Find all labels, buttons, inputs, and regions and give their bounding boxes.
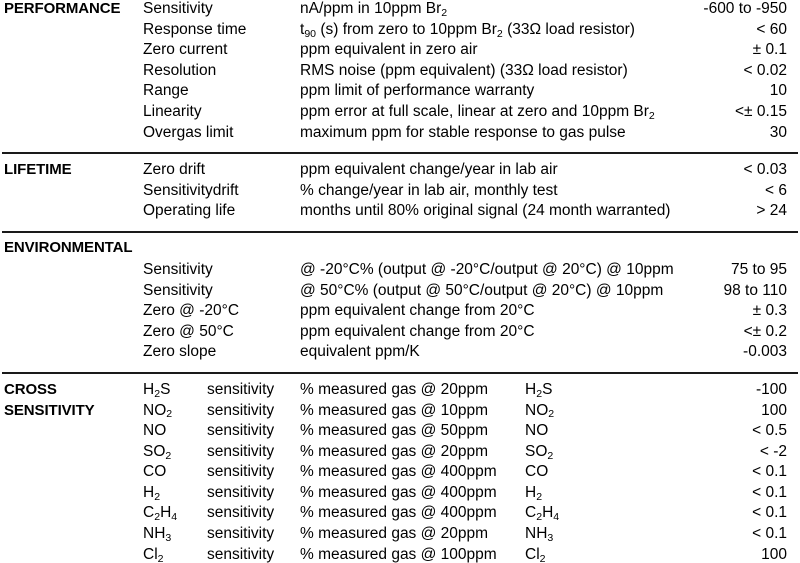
cross-gas-formula: $C_2H_4$	[143, 504, 178, 524]
cross-test-condition: % measured gas @ 20ppm	[300, 442, 489, 460]
spec-parameter: Sensitivitydrift	[143, 181, 239, 199]
cross-sensitivity-label: sensitivity	[207, 504, 275, 522]
spec-row	[0, 302, 800, 323]
cross-gas-formula: $SO_2$	[143, 442, 172, 462]
spec-parameter: Sensitivity	[143, 0, 213, 17]
cross-value: < 0.1	[752, 504, 787, 522]
cross-sensitivity-row	[0, 546, 800, 563]
cross-sensitivity-label: sensitivity	[207, 380, 275, 398]
cross-value: < 0.1	[752, 463, 787, 481]
cross-sensitivity-row	[0, 422, 800, 443]
cross-sensitivity-label: sensitivity	[207, 463, 275, 481]
spec-value: -600 to -950	[703, 0, 787, 17]
spec-description: % change/year in lab air, monthly test	[300, 181, 558, 199]
cross-sensitivity-row	[0, 525, 800, 546]
cross-sensitivity-row	[0, 443, 800, 464]
section-title-cross-line1: CROSS	[4, 380, 57, 398]
spec-row	[0, 21, 800, 42]
spec-row	[0, 161, 800, 182]
cross-gas-formula-secondary: $NO_2$	[525, 401, 555, 421]
spec-description: ppm error at full scale, linear at zero and 10ppm $Br_2$	[300, 102, 655, 122]
spec-description: ppm equivalent change/year in lab air	[300, 161, 558, 179]
spec-description: $t_{90}$ (s) from zero to 10ppm $Br_2$ (33Ω load resistor)	[300, 20, 635, 40]
spec-parameter: Range	[143, 82, 189, 100]
cross-sensitivity-label: sensitivity	[207, 545, 275, 563]
spec-row	[0, 41, 800, 62]
cross-test-condition: % measured gas @ 400ppm	[300, 504, 497, 522]
section-lifetime	[0, 154, 800, 231]
spec-row	[0, 103, 800, 124]
cross-value: 100	[761, 401, 787, 419]
cross-test-condition: % measured gas @ 100ppm	[300, 545, 497, 563]
spec-description: months until 80% original signal (24 month warranted)	[300, 202, 671, 220]
cross-gas-formula: CO	[143, 463, 167, 481]
spec-value: 75 to 95	[730, 260, 787, 278]
cross-sensitivity-label: sensitivity	[207, 401, 275, 419]
spec-parameter: Zero current	[143, 41, 228, 59]
spec-value: < 0.03	[743, 161, 787, 179]
spec-description: ppm equivalent change from 20°C	[300, 322, 535, 340]
spec-parameter: Zero slope	[143, 343, 217, 361]
spec-description: RMS noise (ppm equivalent) (33Ω load resistor)	[300, 61, 628, 79]
cross-test-condition: % measured gas @ 400ppm	[300, 463, 497, 481]
cross-sensitivity-row	[0, 484, 800, 505]
section-title-performance: PERFORMANCE	[4, 0, 121, 17]
section-title-environmental: ENVIRONMENTAL	[4, 238, 133, 256]
spec-row	[0, 343, 800, 364]
section-title-lifetime: LIFETIME	[4, 161, 72, 179]
cross-value: 100	[761, 545, 787, 563]
spec-value: < 0.02	[743, 61, 787, 79]
spec-value: < 6	[765, 181, 787, 199]
spec-row	[0, 202, 800, 223]
spec-value: 10	[769, 82, 787, 100]
spec-value: 30	[769, 123, 787, 141]
section-cross-sensitivity	[0, 374, 800, 563]
cross-sensitivity-rows	[0, 381, 800, 563]
spec-parameter: Sensitivity	[143, 260, 213, 278]
cross-sensitivity-label: sensitivity	[207, 483, 275, 501]
cross-test-condition: % measured gas @ 400ppm	[300, 483, 497, 501]
spec-parameter: Sensitivity	[143, 281, 213, 299]
spec-row	[0, 0, 800, 21]
cross-value: < 0.1	[752, 525, 787, 543]
cross-value: < 0.1	[752, 483, 787, 501]
cross-gas-formula-secondary: NO	[525, 422, 549, 440]
spec-description: ppm equivalent in zero air	[300, 41, 478, 59]
cross-gas-formula-secondary: $SO_2$	[525, 442, 554, 462]
lifetime-rows	[0, 161, 800, 223]
cross-sensitivity-row	[0, 402, 800, 423]
spec-parameter: Zero @ 50°C	[143, 322, 234, 340]
cross-value: < 0.5	[752, 422, 787, 440]
cross-sensitivity-label: sensitivity	[207, 525, 275, 543]
spec-parameter: Overgas limit	[143, 123, 234, 141]
spec-value: <± 0.2	[743, 322, 787, 340]
cross-gas-formula-secondary: $NH_3$	[525, 525, 554, 544]
section-performance	[0, 0, 800, 152]
cross-gas-formula: $H_2$	[143, 483, 161, 503]
cross-gas-formula-secondary: CO	[525, 463, 549, 481]
spec-parameter: Operating life	[143, 202, 236, 220]
cross-test-condition: % measured gas @ 20ppm	[300, 380, 489, 398]
spec-value: > 24	[756, 202, 787, 220]
cross-gas-formula: $Cl_2$	[143, 545, 164, 563]
spec-row	[0, 82, 800, 103]
cross-sensitivity-row	[0, 463, 800, 484]
cross-test-condition: % measured gas @ 20ppm	[300, 525, 489, 543]
spec-row	[0, 282, 800, 303]
spec-description: @ -20°C% (output @ -20°C/output @ 20°C) @ 10ppm	[300, 260, 674, 278]
spec-value: 98 to 110	[723, 281, 787, 299]
cross-sensitivity-row	[0, 381, 800, 402]
spec-parameter: Linearity	[143, 102, 202, 120]
cross-gas-formula-secondary: $H_2S$	[525, 380, 553, 400]
spec-parameter: Resolution	[143, 61, 217, 79]
spec-description: @ 50°C% (output @ 50°C/output @ 20°C) @ 10ppm	[300, 281, 664, 299]
spec-description: nA/ppm in 10ppm $Br_2$	[300, 0, 448, 19]
cross-gas-formula: $NO_2$	[143, 401, 173, 421]
spec-row	[0, 124, 800, 145]
section-title-cross-line2: SENSITIVITY	[4, 401, 95, 419]
cross-sensitivity-row	[0, 504, 800, 525]
spec-row	[0, 261, 800, 282]
cross-gas-formula: $NH_3$	[143, 525, 172, 544]
cross-sensitivity-label: sensitivity	[207, 422, 275, 440]
performance-rows	[0, 0, 800, 144]
cross-test-condition: % measured gas @ 10ppm	[300, 401, 489, 419]
spec-value: <± 0.15	[734, 102, 787, 120]
spec-value: ± 0.3	[752, 302, 787, 320]
cross-gas-formula-secondary: $C_2H_4$	[525, 504, 560, 524]
spec-description: ppm equivalent change from 20°C	[300, 302, 535, 320]
spec-parameter: Response time	[143, 20, 247, 38]
spec-row	[0, 182, 800, 203]
spec-row	[0, 323, 800, 344]
cross-gas-formula-secondary: $H_2$	[525, 483, 543, 503]
spec-parameter: Zero drift	[143, 161, 206, 179]
cross-test-condition: % measured gas @ 50ppm	[300, 422, 489, 440]
environmental-rows	[0, 261, 800, 364]
spec-row	[0, 62, 800, 83]
spec-description: equivalent ppm/K	[300, 343, 420, 361]
spec-value: ± 0.1	[752, 41, 787, 59]
spec-description: maximum ppm for stable response to gas pulse	[300, 123, 626, 141]
spec-parameter: Zero @ -20°C	[143, 302, 240, 320]
cross-value: -100	[755, 380, 787, 398]
section-environmental	[0, 233, 800, 372]
spec-description: ppm limit of performance warranty	[300, 82, 535, 100]
cross-value: < -2	[759, 442, 787, 460]
cross-gas-formula: $H_2S$	[143, 380, 171, 400]
spec-value: -0.003	[743, 343, 787, 361]
spec-value: < 60	[756, 20, 787, 38]
cross-gas-formula-secondary: $Cl_2$	[525, 545, 546, 563]
cross-gas-formula: NO	[143, 422, 167, 440]
cross-sensitivity-label: sensitivity	[207, 442, 275, 460]
